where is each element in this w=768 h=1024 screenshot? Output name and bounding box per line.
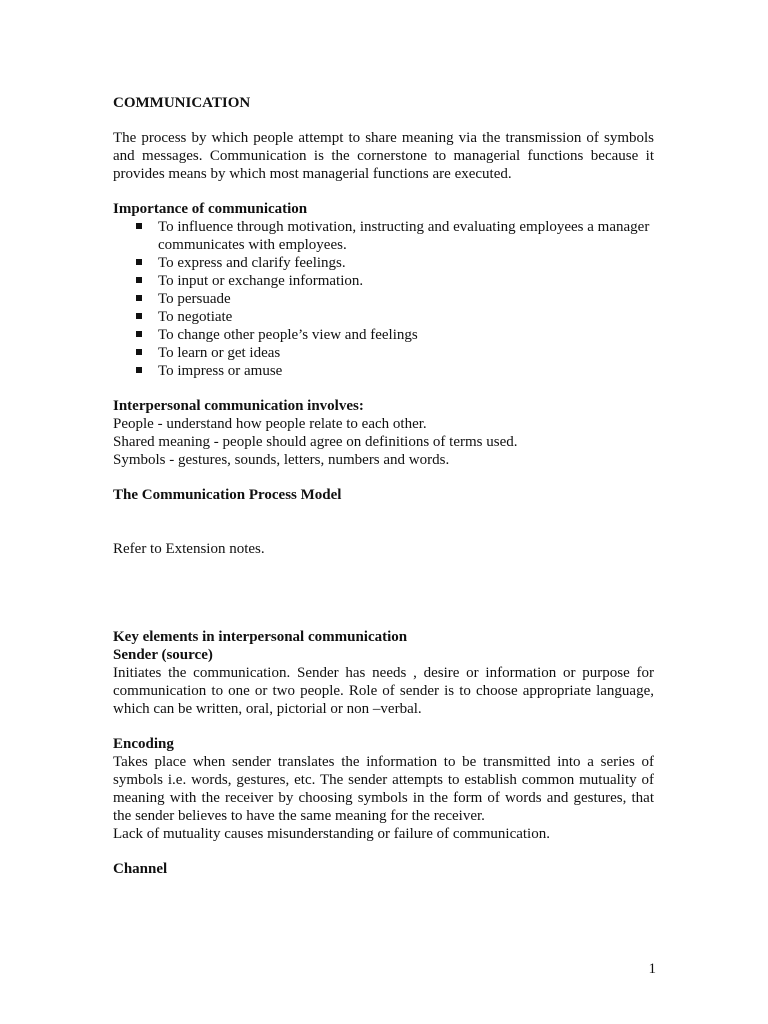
intro-paragraph: The process by which people attempt to share meaning via the transmission of symbols and messages. Communication is the cornerstone to managerial functions because it provides means by which most managerial functions are executed. [113, 130, 654, 182]
interpersonal-line-symbols: Symbols - gestures, sounds, letters, numbers and words. [113, 452, 450, 468]
square-bullet-icon [136, 277, 142, 283]
list-item: To influence through motivation, instructing and evaluating employees a manager communicates with employees. [113, 218, 654, 254]
square-bullet-icon [136, 331, 142, 337]
interpersonal-heading: Interpersonal communication involves: [113, 398, 364, 414]
square-bullet-icon [136, 259, 142, 265]
interpersonal-line-shared-meaning: Shared meaning - people should agree on definitions of terms used. [113, 434, 518, 450]
importance-list [113, 218, 654, 380]
list-item: To change other people’s view and feelings [113, 326, 654, 344]
process-model-heading: The Communication Process Model [113, 487, 342, 503]
square-bullet-icon [136, 295, 142, 301]
document-title: COMMUNICATION [113, 95, 251, 111]
key-elements-heading: Key elements in interpersonal communication [113, 629, 408, 645]
list-item: To learn or get ideas [113, 344, 654, 362]
sender-paragraph: Initiates the communication. Sender has needs , desire or information or purpose for communication to one or two people. Role of sender is to choose appropriate language, which can be written, oral, pictorial or non –verbal. [113, 665, 654, 717]
interpersonal-line-people: People - understand how people relate to each other. [113, 416, 427, 432]
square-bullet-icon [136, 367, 142, 373]
document-page [113, 94, 654, 878]
process-model-note: Refer to Extension notes. [113, 541, 265, 557]
list-item: To persuade [113, 290, 654, 308]
importance-heading: Importance of communication [113, 201, 308, 217]
square-bullet-icon [136, 223, 142, 229]
list-item: To impress or amuse [113, 362, 654, 380]
list-item: To negotiate [113, 308, 654, 326]
square-bullet-icon [136, 313, 142, 319]
list-item: To input or exchange information. [113, 272, 654, 290]
encoding-heading: Encoding [113, 736, 174, 752]
page-number: 1 [648, 961, 656, 977]
list-item: To express and clarify feelings. [113, 254, 654, 272]
sender-heading: Sender (source) [113, 647, 213, 663]
encoding-paragraph: Takes place when sender translates the information to be transmitted into a series of symbols i.e. words, gestures, etc. The sender attempts to establish common mutuality of meaning with the receiver by choosing symbols in the form of words and gestures, that the sender believes to have the same meaning for the receiver. [113, 754, 654, 824]
encoding-paragraph-2: Lack of mutuality causes misunderstanding or failure of communication. [113, 826, 550, 842]
square-bullet-icon [136, 349, 142, 355]
channel-heading: Channel [113, 861, 168, 877]
